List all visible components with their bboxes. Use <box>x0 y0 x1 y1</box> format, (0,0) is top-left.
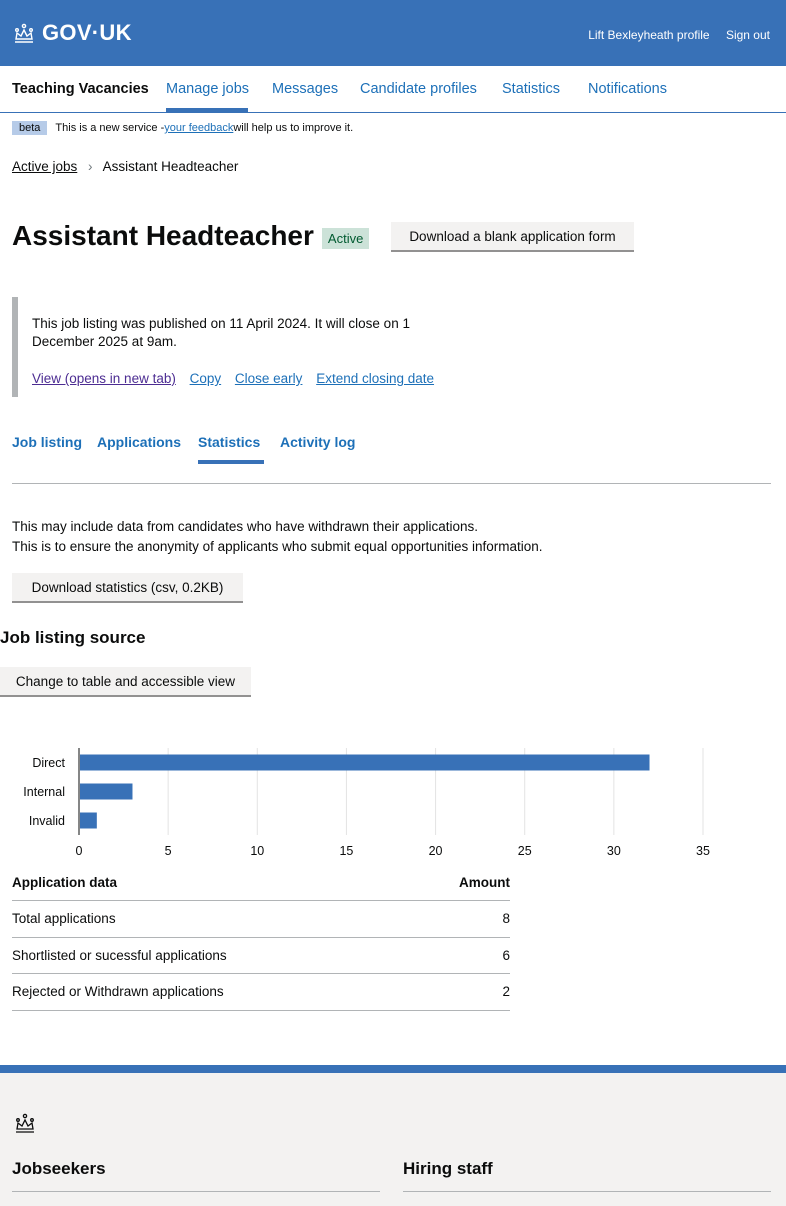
nav-candidate-profiles[interactable]: Candidate profiles <box>360 81 477 97</box>
category-label: Invalid <box>28 814 65 828</box>
footer-hiring-staff-heading: Hiring staff <box>403 1159 493 1178</box>
row-amount: 6 <box>414 937 510 974</box>
header-links <box>575 28 770 42</box>
service-navigation <box>0 66 786 113</box>
table-header-row <box>12 864 510 901</box>
tab-activity-log[interactable]: Activity log <box>280 434 356 450</box>
category-label: Internal <box>23 785 65 799</box>
sign-out-link[interactable]: Sign out <box>725 28 770 42</box>
nav-messages[interactable]: Messages <box>272 81 339 97</box>
bar-direct <box>80 755 650 771</box>
bar-internal <box>80 784 132 800</box>
accessible-view-button[interactable]: Change to table and accessible view <box>0 667 251 695</box>
x-tick-label: 30 <box>606 844 621 858</box>
statistics-info <box>12 517 543 557</box>
tab-applications[interactable]: Applications <box>97 434 182 450</box>
job-listing-source-chart <box>0 740 786 858</box>
table-row <box>12 937 510 974</box>
footer-jobseekers-heading: Jobseekers <box>12 1159 106 1178</box>
breadcrumb-separator: › <box>88 159 93 174</box>
copy-link[interactable]: Copy <box>189 371 222 386</box>
row-label: Rejected or Withdrawn applications <box>12 974 414 1011</box>
nav-active-indicator <box>166 108 248 112</box>
service-name[interactable]: Teaching Vacancies <box>12 81 149 97</box>
row-amount: 2 <box>414 974 510 1011</box>
listing-info-inset <box>12 297 492 397</box>
title-row <box>12 220 369 252</box>
nav-manage-jobs[interactable]: Manage jobs <box>166 81 250 97</box>
bar-invalid <box>80 813 97 829</box>
x-tick-label: 0 <box>75 844 83 858</box>
x-tick-label: 35 <box>696 844 710 858</box>
beta-text-before: This is a new service - <box>55 122 165 134</box>
extend-closing-date-link[interactable]: Extend closing date <box>316 371 435 386</box>
row-amount: 8 <box>414 901 510 938</box>
x-tick-label: 15 <box>339 844 354 858</box>
download-statistics-button[interactable]: Download statistics (csv, 0.2KB) <box>12 573 243 601</box>
table-row <box>12 901 510 938</box>
job-listing-source-heading: Job listing source <box>0 628 146 647</box>
crown-icon <box>12 21 36 45</box>
category-label: Direct <box>32 756 65 770</box>
breadcrumb-current: Assistant Headteacher <box>102 159 239 174</box>
statistics-info-line-2: This is to ensure the anonymity of applicants who submit equal opportunities information. <box>12 539 543 554</box>
crown-icon <box>12 1111 38 1135</box>
row-label: Shortlisted or sucessful applications <box>12 937 414 974</box>
footer-divider <box>403 1191 771 1192</box>
gov-header <box>0 0 786 66</box>
nav-statistics[interactable]: Statistics <box>502 81 561 97</box>
status-badge: Active <box>322 228 369 249</box>
column-header-amount: Amount <box>414 864 510 901</box>
govuk-logo[interactable] <box>12 20 132 46</box>
profile-link[interactable]: Lift Bexleyheath profile <box>588 28 710 42</box>
statistics-info-line-1: This may include data from candidates who have withdrawn their applications. <box>12 519 478 534</box>
govuk-logo-text: GOV·UK <box>42 20 132 45</box>
column-header-application-data: Application data <box>12 864 414 901</box>
table-row <box>12 974 510 1011</box>
view-listing-link[interactable]: View (opens in new tab) <box>32 371 176 386</box>
beta-text-after: will help us to improve it. <box>233 122 354 134</box>
row-label: Total applications <box>12 901 414 938</box>
x-tick-label: 25 <box>517 844 532 858</box>
tab-statistics[interactable]: Statistics <box>198 434 261 450</box>
beta-banner <box>12 121 353 135</box>
feedback-link[interactable]: your feedback <box>164 122 234 134</box>
close-early-link[interactable]: Close early <box>234 371 303 386</box>
breadcrumb <box>12 159 238 174</box>
page-title: Assistant Headteacher <box>12 220 314 251</box>
breadcrumb-active-jobs[interactable]: Active jobs <box>12 159 78 174</box>
beta-tag: beta <box>12 121 47 135</box>
tab-active-indicator <box>198 460 264 464</box>
listing-actions <box>32 371 444 386</box>
footer-divider <box>12 1191 380 1192</box>
application-data-table <box>12 864 510 1011</box>
tab-job-listing[interactable]: Job listing <box>12 434 82 450</box>
x-tick-label: 20 <box>428 844 443 858</box>
x-tick-label: 10 <box>250 844 265 858</box>
download-application-form-button[interactable]: Download a blank application form <box>391 222 634 250</box>
nav-notifications[interactable]: Notifications <box>588 81 667 97</box>
x-tick-label: 5 <box>164 844 172 858</box>
tabs-divider <box>12 483 771 484</box>
footer <box>0 1065 786 1206</box>
listing-info-text: This job listing was published on 11 April 2024. It will close on 1 December 2025 at 9am. <box>32 316 410 349</box>
